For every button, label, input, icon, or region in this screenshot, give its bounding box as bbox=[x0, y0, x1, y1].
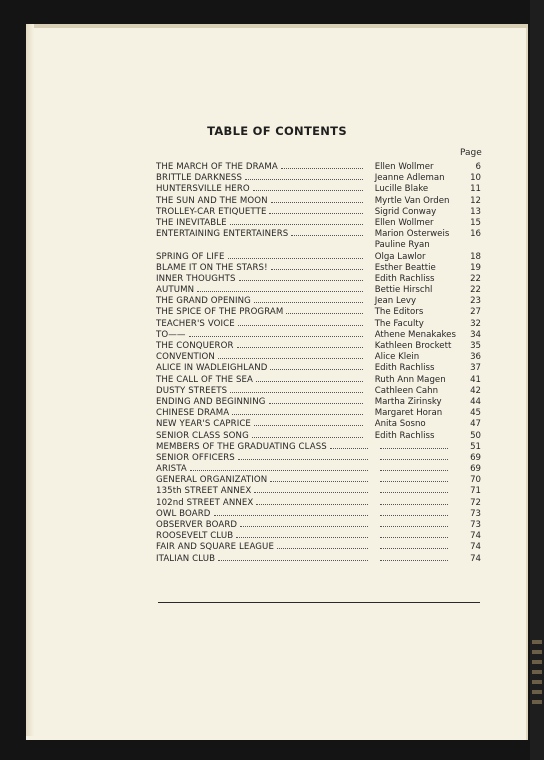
toc-page-number: 45 bbox=[470, 408, 481, 419]
toc-title: ROOSEVELT CLUB bbox=[156, 531, 234, 542]
toc-title: CHINESE DRAMA bbox=[156, 408, 230, 419]
toc-entry bbox=[156, 520, 481, 531]
toc-author: Cathleen Cahn bbox=[374, 385, 439, 396]
toc-title-cell bbox=[156, 375, 367, 385]
toc-title: TEACHER'S VOICE bbox=[156, 318, 235, 329]
dot-leader bbox=[270, 481, 368, 482]
toc-page-number: 69 bbox=[470, 452, 481, 463]
toc-title: OBSERVER BOARD bbox=[156, 520, 238, 530]
toc-entry bbox=[156, 162, 481, 173]
toc-author: Anita Sosno bbox=[374, 419, 426, 430]
dot-leader bbox=[236, 537, 368, 538]
toc-title: ENTERTAINING ENTERTAINERS bbox=[156, 229, 289, 240]
toc-author: Ellen Wollmer bbox=[374, 162, 434, 172]
toc-entry bbox=[156, 184, 481, 195]
dot-leader bbox=[239, 280, 363, 281]
author-dot-leader bbox=[380, 475, 448, 482]
toc-page-number: 72 bbox=[470, 497, 481, 508]
dot-leader bbox=[238, 325, 363, 326]
toc-title-cell bbox=[156, 464, 372, 474]
toc-title-cell bbox=[156, 475, 372, 485]
toc-entry bbox=[156, 229, 481, 240]
toc-title-cell bbox=[156, 431, 367, 441]
toc-title: 135th STREET ANNEX bbox=[156, 486, 252, 497]
toc-title-cell bbox=[156, 319, 367, 329]
toc-author: Bettie Hirschl bbox=[374, 285, 433, 296]
dot-leader bbox=[228, 258, 363, 259]
toc-page-number: 51 bbox=[470, 441, 481, 452]
toc-title: THE SPICE OF THE PROGRAM bbox=[156, 307, 284, 318]
toc-page-number: 47 bbox=[470, 419, 481, 430]
toc-page-number: 37 bbox=[470, 363, 481, 374]
toc-entry bbox=[156, 274, 481, 285]
toc-entry bbox=[156, 475, 481, 486]
dot-leader bbox=[197, 291, 363, 292]
toc-title-cell bbox=[156, 341, 367, 351]
toc-title: SPRING OF LIFE bbox=[156, 251, 225, 262]
binding-marks bbox=[532, 640, 542, 720]
toc-title: THE CONQUEROR bbox=[156, 341, 234, 351]
toc-page-number: 22 bbox=[470, 285, 481, 296]
toc-page-number: 69 bbox=[470, 464, 481, 475]
toc-entry bbox=[156, 319, 481, 330]
toc-author: Lucille Blake bbox=[374, 184, 429, 195]
toc-author: Edith Rachliss bbox=[374, 363, 435, 374]
toc-title-cell bbox=[156, 386, 367, 396]
toc-author: Ellen Wollmer bbox=[374, 217, 434, 228]
toc-entry bbox=[156, 375, 481, 386]
dot-leader bbox=[254, 492, 368, 493]
toc-page-number: 71 bbox=[470, 486, 481, 497]
toc-entry bbox=[156, 196, 481, 207]
toc-entry bbox=[156, 542, 481, 553]
toc-page-number: 6 bbox=[475, 162, 481, 172]
dot-leader bbox=[237, 347, 363, 348]
document-page bbox=[26, 24, 528, 740]
dot-leader bbox=[270, 369, 362, 370]
toc-title: TROLLEY-CAR ETIQUETTE bbox=[156, 206, 267, 217]
toc-page-number: 73 bbox=[470, 508, 481, 519]
toc-entry bbox=[156, 285, 481, 296]
dot-leader bbox=[271, 202, 363, 203]
dot-leader bbox=[214, 515, 368, 516]
toc-title-cell bbox=[156, 442, 372, 452]
dot-leader bbox=[245, 179, 363, 180]
toc-author: Edith Rachliss bbox=[374, 273, 435, 284]
dot-leader bbox=[254, 302, 363, 303]
toc-entry bbox=[156, 352, 481, 363]
toc-entry bbox=[156, 431, 481, 442]
dot-leader bbox=[230, 224, 363, 225]
toc-entry bbox=[156, 307, 481, 318]
dot-leader bbox=[230, 392, 363, 393]
horizontal-rule bbox=[158, 602, 480, 603]
toc-title-cell bbox=[156, 207, 367, 217]
toc-title: BLAME IT ON THE STARS! bbox=[156, 262, 268, 273]
dot-leader bbox=[254, 425, 363, 426]
toc-page-number: 42 bbox=[470, 385, 481, 396]
toc-title: SENIOR CLASS SONG bbox=[156, 430, 249, 441]
toc-page-number: 18 bbox=[470, 251, 481, 262]
toc-title: ITALIAN CLUB bbox=[156, 553, 216, 564]
toc-page-number: 15 bbox=[470, 217, 481, 228]
author-dot-leader bbox=[380, 498, 448, 505]
toc-entry bbox=[156, 486, 481, 497]
toc-title-cell bbox=[156, 531, 372, 541]
toc-title-cell bbox=[156, 184, 367, 194]
toc-author: Pauline Ryan bbox=[374, 240, 430, 251]
toc-title-cell bbox=[156, 509, 372, 519]
toc-page-number: 23 bbox=[470, 296, 481, 307]
toc-title: ENDING AND BEGINNING bbox=[156, 396, 266, 407]
toc-title-cell bbox=[156, 542, 372, 552]
toc-author: Martha Zirinsky bbox=[374, 396, 442, 407]
toc-title-cell bbox=[156, 285, 367, 295]
dot-leader bbox=[277, 548, 368, 549]
dot-leader bbox=[269, 213, 362, 214]
toc-title: 102nd STREET ANNEX bbox=[156, 497, 254, 508]
toc-title-cell bbox=[156, 296, 367, 306]
toc-title-cell bbox=[156, 307, 367, 317]
toc-title-cell bbox=[156, 397, 367, 407]
toc-author: Jeanne Adleman bbox=[374, 173, 445, 184]
toc-entry bbox=[156, 408, 481, 419]
toc-page-number: 12 bbox=[470, 195, 481, 206]
toc-title: THE MARCH OF THE DRAMA bbox=[156, 162, 278, 172]
dot-leader bbox=[218, 358, 363, 359]
dot-leader bbox=[256, 504, 368, 505]
toc-entry bbox=[156, 341, 481, 352]
toc-author: Alice Klein bbox=[374, 352, 420, 363]
dot-leader bbox=[189, 336, 363, 337]
toc-title-cell bbox=[156, 453, 372, 463]
toc-title: BRITTLE DARKNESS bbox=[156, 173, 243, 184]
toc-entry bbox=[156, 464, 481, 475]
toc-entry bbox=[156, 386, 481, 397]
toc-author: Esther Beattie bbox=[374, 262, 436, 273]
toc-title: THE GRAND OPENING bbox=[156, 296, 251, 307]
toc-title-cell bbox=[156, 352, 367, 362]
toc-title: OWL BOARD bbox=[156, 508, 211, 519]
dot-leader bbox=[269, 403, 363, 404]
author-dot-leader bbox=[380, 520, 448, 527]
toc-page-number: 10 bbox=[470, 173, 481, 184]
author-dot-leader bbox=[380, 554, 448, 561]
toc-page-number: 32 bbox=[470, 318, 481, 329]
toc-author: Marion Osterweis bbox=[374, 229, 450, 240]
toc-title: DUSTY STREETS bbox=[156, 385, 228, 396]
toc-author: Ruth Ann Magen bbox=[374, 374, 446, 385]
toc-title: THE SUN AND THE MOON bbox=[156, 195, 268, 206]
toc-page-number: 13 bbox=[470, 206, 481, 217]
toc-entry bbox=[156, 554, 481, 565]
page-edge bbox=[26, 24, 34, 736]
table-of-contents bbox=[156, 162, 481, 565]
toc-entry bbox=[156, 397, 481, 408]
toc-page-number: 44 bbox=[470, 396, 481, 407]
dot-leader bbox=[281, 168, 363, 169]
toc-title-cell bbox=[156, 520, 372, 530]
dot-leader bbox=[330, 448, 368, 449]
binding-strip bbox=[530, 0, 544, 760]
toc-author: Myrtle Van Orden bbox=[374, 195, 450, 206]
toc-page-number: 74 bbox=[470, 531, 481, 542]
toc-entry bbox=[156, 296, 481, 307]
toc-title-cell bbox=[156, 218, 367, 228]
toc-title-cell bbox=[156, 252, 367, 262]
dot-leader bbox=[252, 437, 363, 438]
toc-title: AUTUMN bbox=[156, 285, 195, 296]
toc-title: NEW YEAR'S CAPRICE bbox=[156, 419, 251, 430]
toc-title: HUNTERSVILLE HERO bbox=[156, 184, 250, 195]
dot-leader bbox=[291, 235, 362, 236]
toc-title: THE INEVITABLE bbox=[156, 217, 227, 228]
toc-title-cell bbox=[156, 196, 367, 206]
author-dot-leader bbox=[380, 453, 448, 460]
toc-title-cell bbox=[156, 554, 372, 564]
toc-entry bbox=[156, 419, 481, 430]
toc-page-number: 70 bbox=[470, 475, 481, 486]
dot-leader bbox=[240, 526, 368, 527]
toc-page-number: 19 bbox=[470, 262, 481, 273]
toc-entry bbox=[156, 240, 481, 251]
dot-leader bbox=[256, 381, 363, 382]
toc-title-cell bbox=[156, 162, 367, 172]
toc-page-number: 35 bbox=[470, 341, 481, 351]
toc-entry bbox=[156, 207, 481, 218]
page-title: TABLE OF CONTENTS bbox=[207, 124, 347, 138]
toc-page-number: 11 bbox=[470, 184, 481, 195]
author-dot-leader bbox=[380, 509, 448, 516]
toc-page-number: 22 bbox=[470, 273, 481, 284]
toc-title-cell bbox=[156, 229, 367, 239]
toc-title-cell bbox=[156, 498, 372, 508]
toc-title-cell bbox=[156, 486, 372, 496]
toc-page-number: 16 bbox=[470, 229, 481, 240]
toc-entry bbox=[156, 453, 481, 464]
dot-leader bbox=[271, 269, 363, 270]
toc-title: GENERAL ORGANIZATION bbox=[156, 475, 268, 486]
toc-page-number: 27 bbox=[470, 307, 481, 318]
dot-leader bbox=[190, 470, 368, 471]
dot-leader bbox=[232, 414, 363, 415]
toc-entry bbox=[156, 218, 481, 229]
toc-page-number: 36 bbox=[470, 352, 481, 363]
author-dot-leader bbox=[380, 542, 448, 549]
toc-page-number: 34 bbox=[470, 329, 481, 340]
toc-author: Olga Lawlor bbox=[374, 251, 426, 262]
toc-title: ARISTA bbox=[156, 464, 187, 475]
toc-entry bbox=[156, 252, 481, 263]
toc-author: Jean Levy bbox=[374, 296, 417, 307]
toc-title-cell bbox=[156, 363, 367, 373]
toc-entry bbox=[156, 173, 481, 184]
toc-page-number: 74 bbox=[470, 553, 481, 564]
toc-title-cell bbox=[156, 419, 367, 429]
page-column-label: Page bbox=[460, 148, 482, 158]
toc-author: Edith Rachliss bbox=[374, 430, 435, 441]
toc-title-cell bbox=[156, 330, 367, 340]
toc-title: SENIOR OFFICERS bbox=[156, 452, 235, 463]
toc-title: TO—— bbox=[156, 329, 186, 340]
toc-author: Sigrid Conway bbox=[374, 206, 437, 217]
dot-leader bbox=[218, 560, 368, 561]
dot-leader bbox=[253, 190, 363, 191]
toc-author: The Faculty bbox=[374, 318, 424, 329]
toc-title: ALICE IN WADLEIGHLAND bbox=[156, 363, 268, 374]
toc-entry bbox=[156, 509, 481, 520]
author-dot-leader bbox=[380, 442, 448, 449]
toc-title-cell bbox=[156, 173, 367, 183]
toc-entry bbox=[156, 363, 481, 374]
toc-title: CONVENTION bbox=[156, 352, 215, 363]
toc-title-cell bbox=[156, 263, 367, 273]
toc-title-cell bbox=[156, 408, 367, 418]
toc-title: MEMBERS OF THE GRADUATING CLASS bbox=[156, 441, 327, 452]
toc-title: THE CALL OF THE SEA bbox=[156, 374, 254, 385]
toc-page-number: 74 bbox=[470, 542, 481, 553]
author-dot-leader bbox=[380, 486, 448, 493]
toc-author: Margaret Horan bbox=[374, 408, 443, 419]
toc-entry bbox=[156, 498, 481, 509]
dot-leader bbox=[286, 313, 362, 314]
toc-author: Athene Menakakes bbox=[374, 329, 456, 340]
toc-page-number: 73 bbox=[470, 520, 481, 530]
toc-title-cell bbox=[156, 274, 367, 284]
dot-leader bbox=[238, 459, 368, 460]
toc-entry bbox=[156, 531, 481, 542]
toc-page-number: 50 bbox=[470, 430, 481, 441]
toc-title: FAIR AND SQUARE LEAGUE bbox=[156, 542, 274, 553]
toc-author: Kathleen Brockett bbox=[374, 341, 452, 351]
toc-title: INNER THOUGHTS bbox=[156, 273, 236, 284]
author-dot-leader bbox=[380, 464, 448, 471]
toc-author: The Editors bbox=[374, 307, 424, 318]
author-dot-leader bbox=[380, 531, 448, 538]
toc-entry bbox=[156, 263, 481, 274]
toc-entry bbox=[156, 330, 481, 341]
toc-page-number: 41 bbox=[470, 374, 481, 385]
toc-entry bbox=[156, 442, 481, 453]
